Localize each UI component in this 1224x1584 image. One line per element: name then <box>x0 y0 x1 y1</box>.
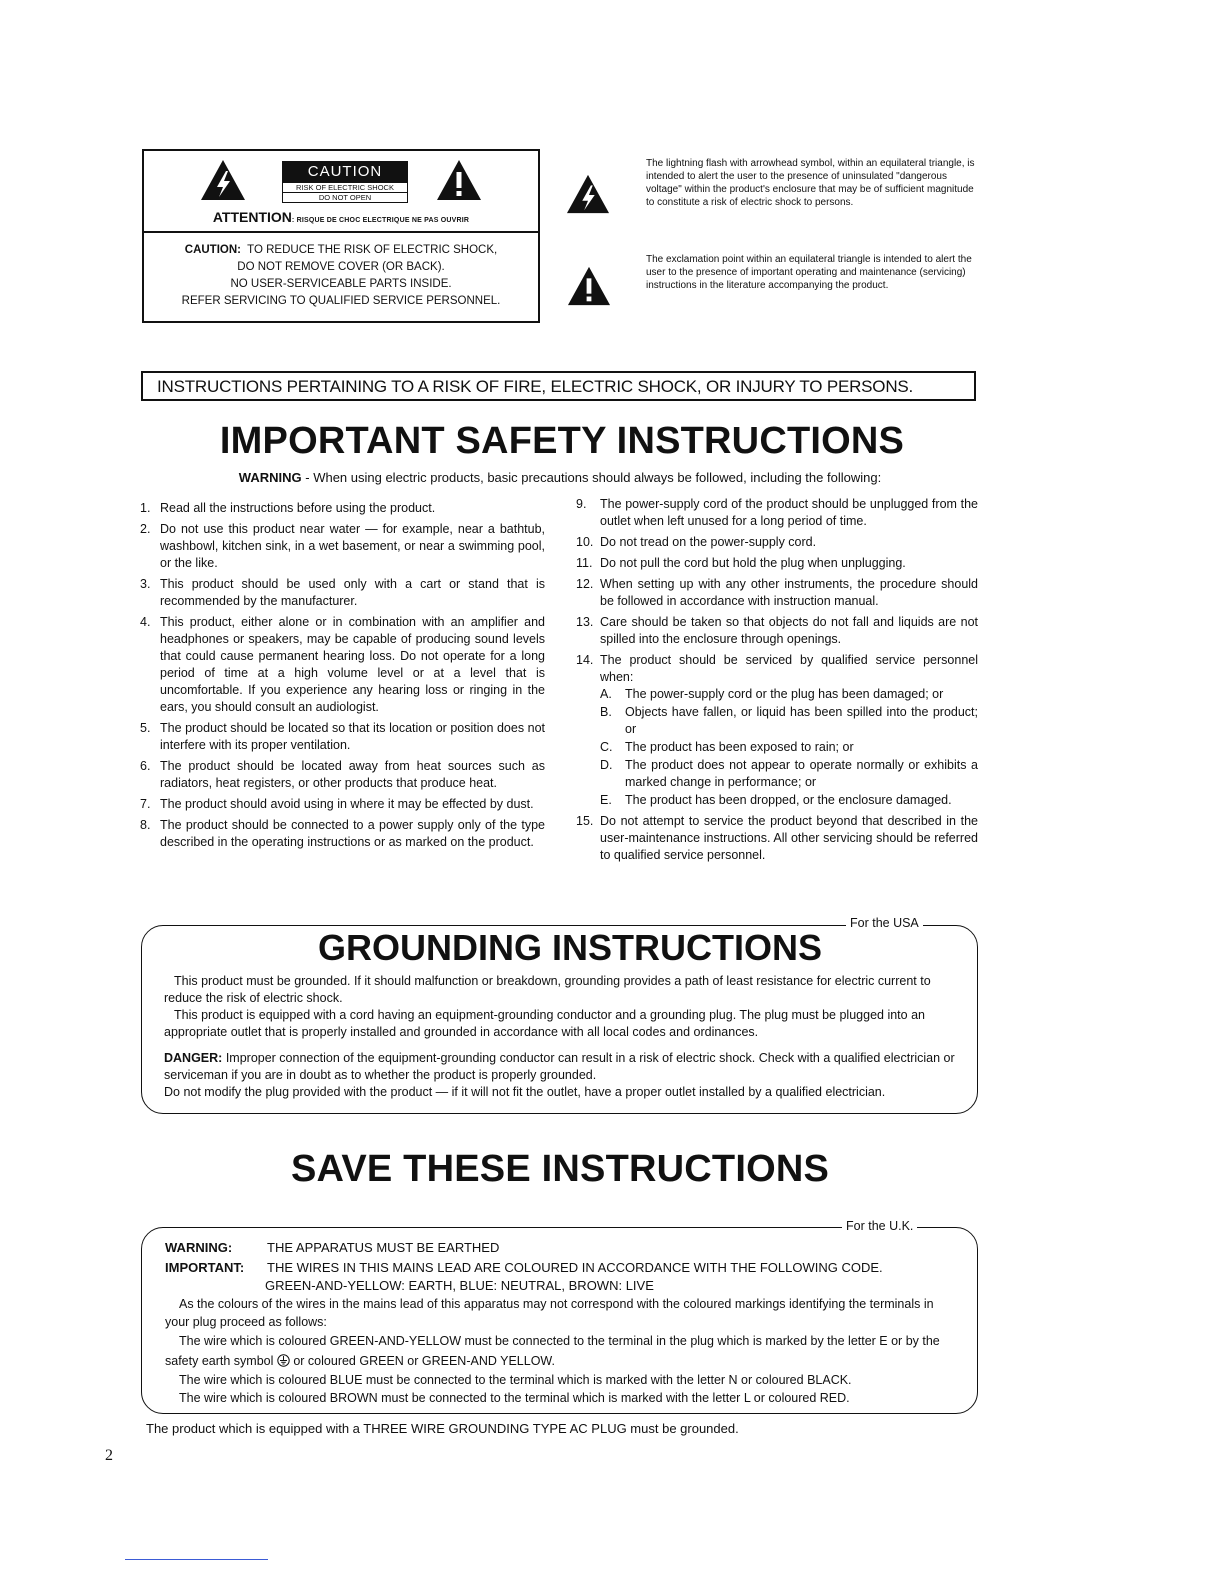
caution-box <box>142 149 540 323</box>
safety-list-left <box>140 500 545 855</box>
list-item <box>576 534 978 551</box>
uk-important-text: THE WIRES IN THIS MAINS LEAD ARE COLOURED IN ACCORDANCE WITH THE FOLLOWING CODE. <box>267 1260 883 1275</box>
uk-warning-label: WARNING: <box>165 1240 233 1255</box>
caution-sub-label <box>282 182 408 203</box>
danger-text: Improper connection of the equipment-grounding conductor can result in a risk of electric shock. Check with a qualified electrician or serviceman if you are in doubt as to whether the product is properly grounded. <box>164 1051 955 1082</box>
list-item-text: The product should be serviced by qualified service personnel when: <box>600 653 978 684</box>
caution-header <box>144 151 538 233</box>
list-item <box>576 614 978 648</box>
sub-list-item-letter: B. <box>600 705 612 719</box>
sub-list-item <box>600 686 978 703</box>
list-item <box>576 555 978 572</box>
lightning-symbol-description: The lightning flash with arrowhead symbol, within an equilateral triangle, is intended to alert the user to the presence of uninsulated "dangerous voltage" within the product's enclosure that may be of sufficient magnitude to constitute a risk of electric shock to persons. <box>646 158 975 208</box>
uk-warning <box>165 1239 955 1257</box>
list-item <box>140 576 545 610</box>
list-item-number: 10. <box>576 535 594 549</box>
grounding-title: GROUNDING INSTRUCTIONS <box>300 927 840 969</box>
list-item-text: This product, either alone or in combination with an amplifier and headphones or speakers, may be capable of producing sound levels that could cause permanent hearing loss. Do not operate for a long period of time at a high volume level or at a level that is uncomfortable. If you experience any hearing loss or ringing in the ears, you should consult an audiologist. <box>160 615 545 714</box>
uk-code-line: GREEN-AND-YELLOW: EARTH, BLUE: NEUTRAL, BROWN: LIVE <box>265 1278 654 1293</box>
uk-text <box>165 1239 955 1407</box>
list-item <box>140 614 545 716</box>
caution-sub-line1: RISK OF ELECTRIC SHOCK <box>296 183 394 192</box>
risk-banner: INSTRUCTIONS PERTAINING TO A RISK OF FIRE, ELECTRIC SHOCK, OR INJURY TO PERSONS. <box>141 371 976 401</box>
list-item-text: When setting up with any other instruments, the procedure should be followed in accordance with instruction manual. <box>600 577 978 608</box>
danger-label: DANGER: <box>164 1051 223 1065</box>
sub-list-item <box>600 739 978 756</box>
sub-list-item-text: The product has been exposed to rain; or <box>625 740 854 754</box>
page-number: 2 <box>105 1447 113 1464</box>
sub-list-item-letter: C. <box>600 740 613 754</box>
exclamation-symbol-description: The exclamation point within an equilateral triangle is intended to alert the user to the presence of important operating and maintenance (servicing) instructions in the literature accompanying the product. <box>646 254 972 291</box>
list-item-number: 3. <box>140 577 151 591</box>
list-item-number: 8. <box>140 818 151 832</box>
grounding-paragraph-3: Do not modify the plug provided with the product — if it will not fit the outlet, have a proper outlet installed by a qualified electrician. <box>164 1085 886 1099</box>
grounding-region-tag: For the USA <box>846 916 923 930</box>
list-item-text: Do not pull the cord but hold the plug when unplugging. <box>600 556 906 570</box>
list-item-number: 4. <box>140 615 151 629</box>
caution-label: CAUTION <box>282 161 408 182</box>
safety-warning <box>0 470 1120 485</box>
lightning-symbol-icon <box>566 173 610 215</box>
sub-list-item-text: The power-supply cord or the plug has been damaged; or <box>625 687 944 701</box>
caution-sub-line2: DO NOT OPEN <box>283 192 407 202</box>
sub-list-item-letter: E. <box>600 793 612 807</box>
caution-line2: DO NOT REMOVE COVER (OR BACK). <box>237 261 445 273</box>
sub-list-item <box>600 704 978 738</box>
list-item <box>576 576 978 610</box>
uk-important <box>165 1259 955 1277</box>
uk-region-tag: For the U.K. <box>842 1219 917 1233</box>
list-item-number: 5. <box>140 721 151 735</box>
uk-warning-text: THE APPARATUS MUST BE EARTHED <box>267 1240 500 1255</box>
list-item-text: The product should be located away from heat sources such as radiators, heat registers, or other products that produce heat. <box>160 759 545 790</box>
attention-line <box>144 209 538 225</box>
list-item-text: Do not attempt to service the product beyond that described in the user-maintenance instructions. All other servicing should be referred to qualified service personnel. <box>600 814 978 862</box>
attention-french: : RISQUE DE CHOC ELECTRIQUE NE PAS OUVRIR <box>291 217 470 224</box>
save-title: SAVE THESE INSTRUCTIONS <box>290 1148 830 1190</box>
list-item-text: The product should avoid using in where it may be effected by dust. <box>160 797 534 811</box>
sub-list <box>600 686 978 809</box>
safety-title: IMPORTANT SAFETY INSTRUCTIONS <box>219 420 905 462</box>
grounding-text <box>164 973 956 1101</box>
grounding-danger <box>164 1050 956 1084</box>
list-item-number: 11. <box>576 556 593 570</box>
list-item-number: 15. <box>576 814 594 828</box>
exclamation-warning-icon <box>436 159 482 201</box>
grounding-paragraph-1: This product must be grounded. If it should malfunction or breakdown, grounding provides a path of least resistance for electric current to reduce the risk of electric shock. <box>164 974 931 1005</box>
list-item-number: 13. <box>576 615 594 629</box>
list-item-text: The product should be connected to a power supply only of the type described in the operating instructions or as marked on the product. <box>160 818 545 849</box>
safety-warning-text: - When using electric products, basic precautions should always be followed, including the following: <box>301 470 882 485</box>
uk-paragraph-4: The wire which is coloured BROWN must be connected to the terminal which is marked with the letter L or coloured RED. <box>179 1391 850 1405</box>
list-item-text: This product should be used only with a cart or stand that is recommended by the manufacturer. <box>160 577 545 608</box>
list-item-text: Read all the instructions before using the product. <box>160 501 436 515</box>
uk-paragraph-2a: The wire which is coloured GREEN-AND-YELLOW must be connected to the terminal in the plug which is marked by the letter E or by the safety earth symbol <box>165 1334 940 1368</box>
list-item <box>576 813 978 864</box>
caution-line3: NO USER-SERVICEABLE PARTS INSIDE. <box>230 278 452 290</box>
list-item-text: Do not use this product near water — for example, near a bathtub, washbowl, kitchen sink, in a wet basement, or near a swimming pool, or the like. <box>160 522 545 570</box>
uk-paragraph-2b: or coloured GREEN or GREEN-AND YELLOW. <box>289 1354 556 1368</box>
uk-important-label: IMPORTANT: <box>165 1260 245 1275</box>
lightning-warning-icon <box>200 159 246 201</box>
list-item-text: Do not tread on the power-supply cord. <box>600 535 817 549</box>
list-item-number: 6. <box>140 759 151 773</box>
list-item <box>140 796 545 813</box>
list-item <box>140 500 545 517</box>
caution-line4: REFER SERVICING TO QUALIFIED SERVICE PERSONNEL. <box>181 295 501 307</box>
list-item-text: The power-supply cord of the product should be unplugged from the outlet when left unused for a long period of time. <box>600 497 978 528</box>
attention-label: ATTENTION <box>212 209 292 225</box>
list-item-number: 2. <box>140 522 151 536</box>
sub-list-item-text: Objects have fallen, or liquid has been spilled into the product; or <box>625 705 978 736</box>
list-item-number: 9. <box>576 497 587 511</box>
list-item <box>576 652 978 809</box>
sub-list-item <box>600 757 978 791</box>
sub-list-item <box>600 792 978 809</box>
list-item <box>140 817 545 851</box>
footer-note: The product which is equipped with a THREE WIRE GROUNDING TYPE AC PLUG must be grounded. <box>146 1421 739 1436</box>
list-item-number: 7. <box>140 797 151 811</box>
list-item-text: Care should be taken so that objects do not fall and liquids are not spilled into the enclosure through openings. <box>600 615 978 646</box>
list-item-text: The product should be located so that its location or position does not interfere with its proper ventilation. <box>160 721 545 752</box>
exclamation-symbol-icon <box>567 265 611 307</box>
sub-list-item-letter: A. <box>600 687 612 701</box>
caution-prefix: CAUTION: <box>184 244 241 256</box>
list-item <box>576 496 978 530</box>
list-item-number: 14. <box>576 653 594 667</box>
list-item-number: 1. <box>140 501 151 515</box>
list-item <box>140 521 545 572</box>
list-item-number: 12. <box>576 577 594 591</box>
uk-paragraph-2 <box>165 1331 955 1371</box>
grounding-paragraph-2: This product is equipped with a cord having an equipment-grounding conductor and a grounding plug. The plug must be plugged into an appropriate outlet that is properly installed and grounded in accordance with all local codes and ordinances. <box>164 1008 925 1039</box>
earth-symbol-icon <box>277 1354 290 1368</box>
list-item <box>140 720 545 754</box>
safety-warning-label: WARNING <box>238 470 302 485</box>
sub-list-item-text: The product has been dropped, or the enclosure damaged. <box>625 793 952 807</box>
caution-line1: TO REDUCE THE RISK OF ELECTRIC SHOCK, <box>247 244 498 256</box>
caution-text <box>144 233 538 310</box>
uk-paragraph-1: As the colours of the wires in the mains lead of this apparatus may not correspond with the coloured markings identifying the terminals in your plug proceed as follows: <box>165 1297 934 1329</box>
sub-list-item-letter: D. <box>600 758 613 772</box>
sub-list-item-text: The product does not appear to operate normally or exhibits a marked change in performance; or <box>625 758 978 789</box>
safety-list-right <box>576 496 978 868</box>
footer-rule <box>125 1559 268 1560</box>
list-item <box>140 758 545 792</box>
uk-paragraph-3: The wire which is coloured BLUE must be connected to the terminal which is marked with the letter N or coloured BLACK. <box>179 1373 852 1387</box>
